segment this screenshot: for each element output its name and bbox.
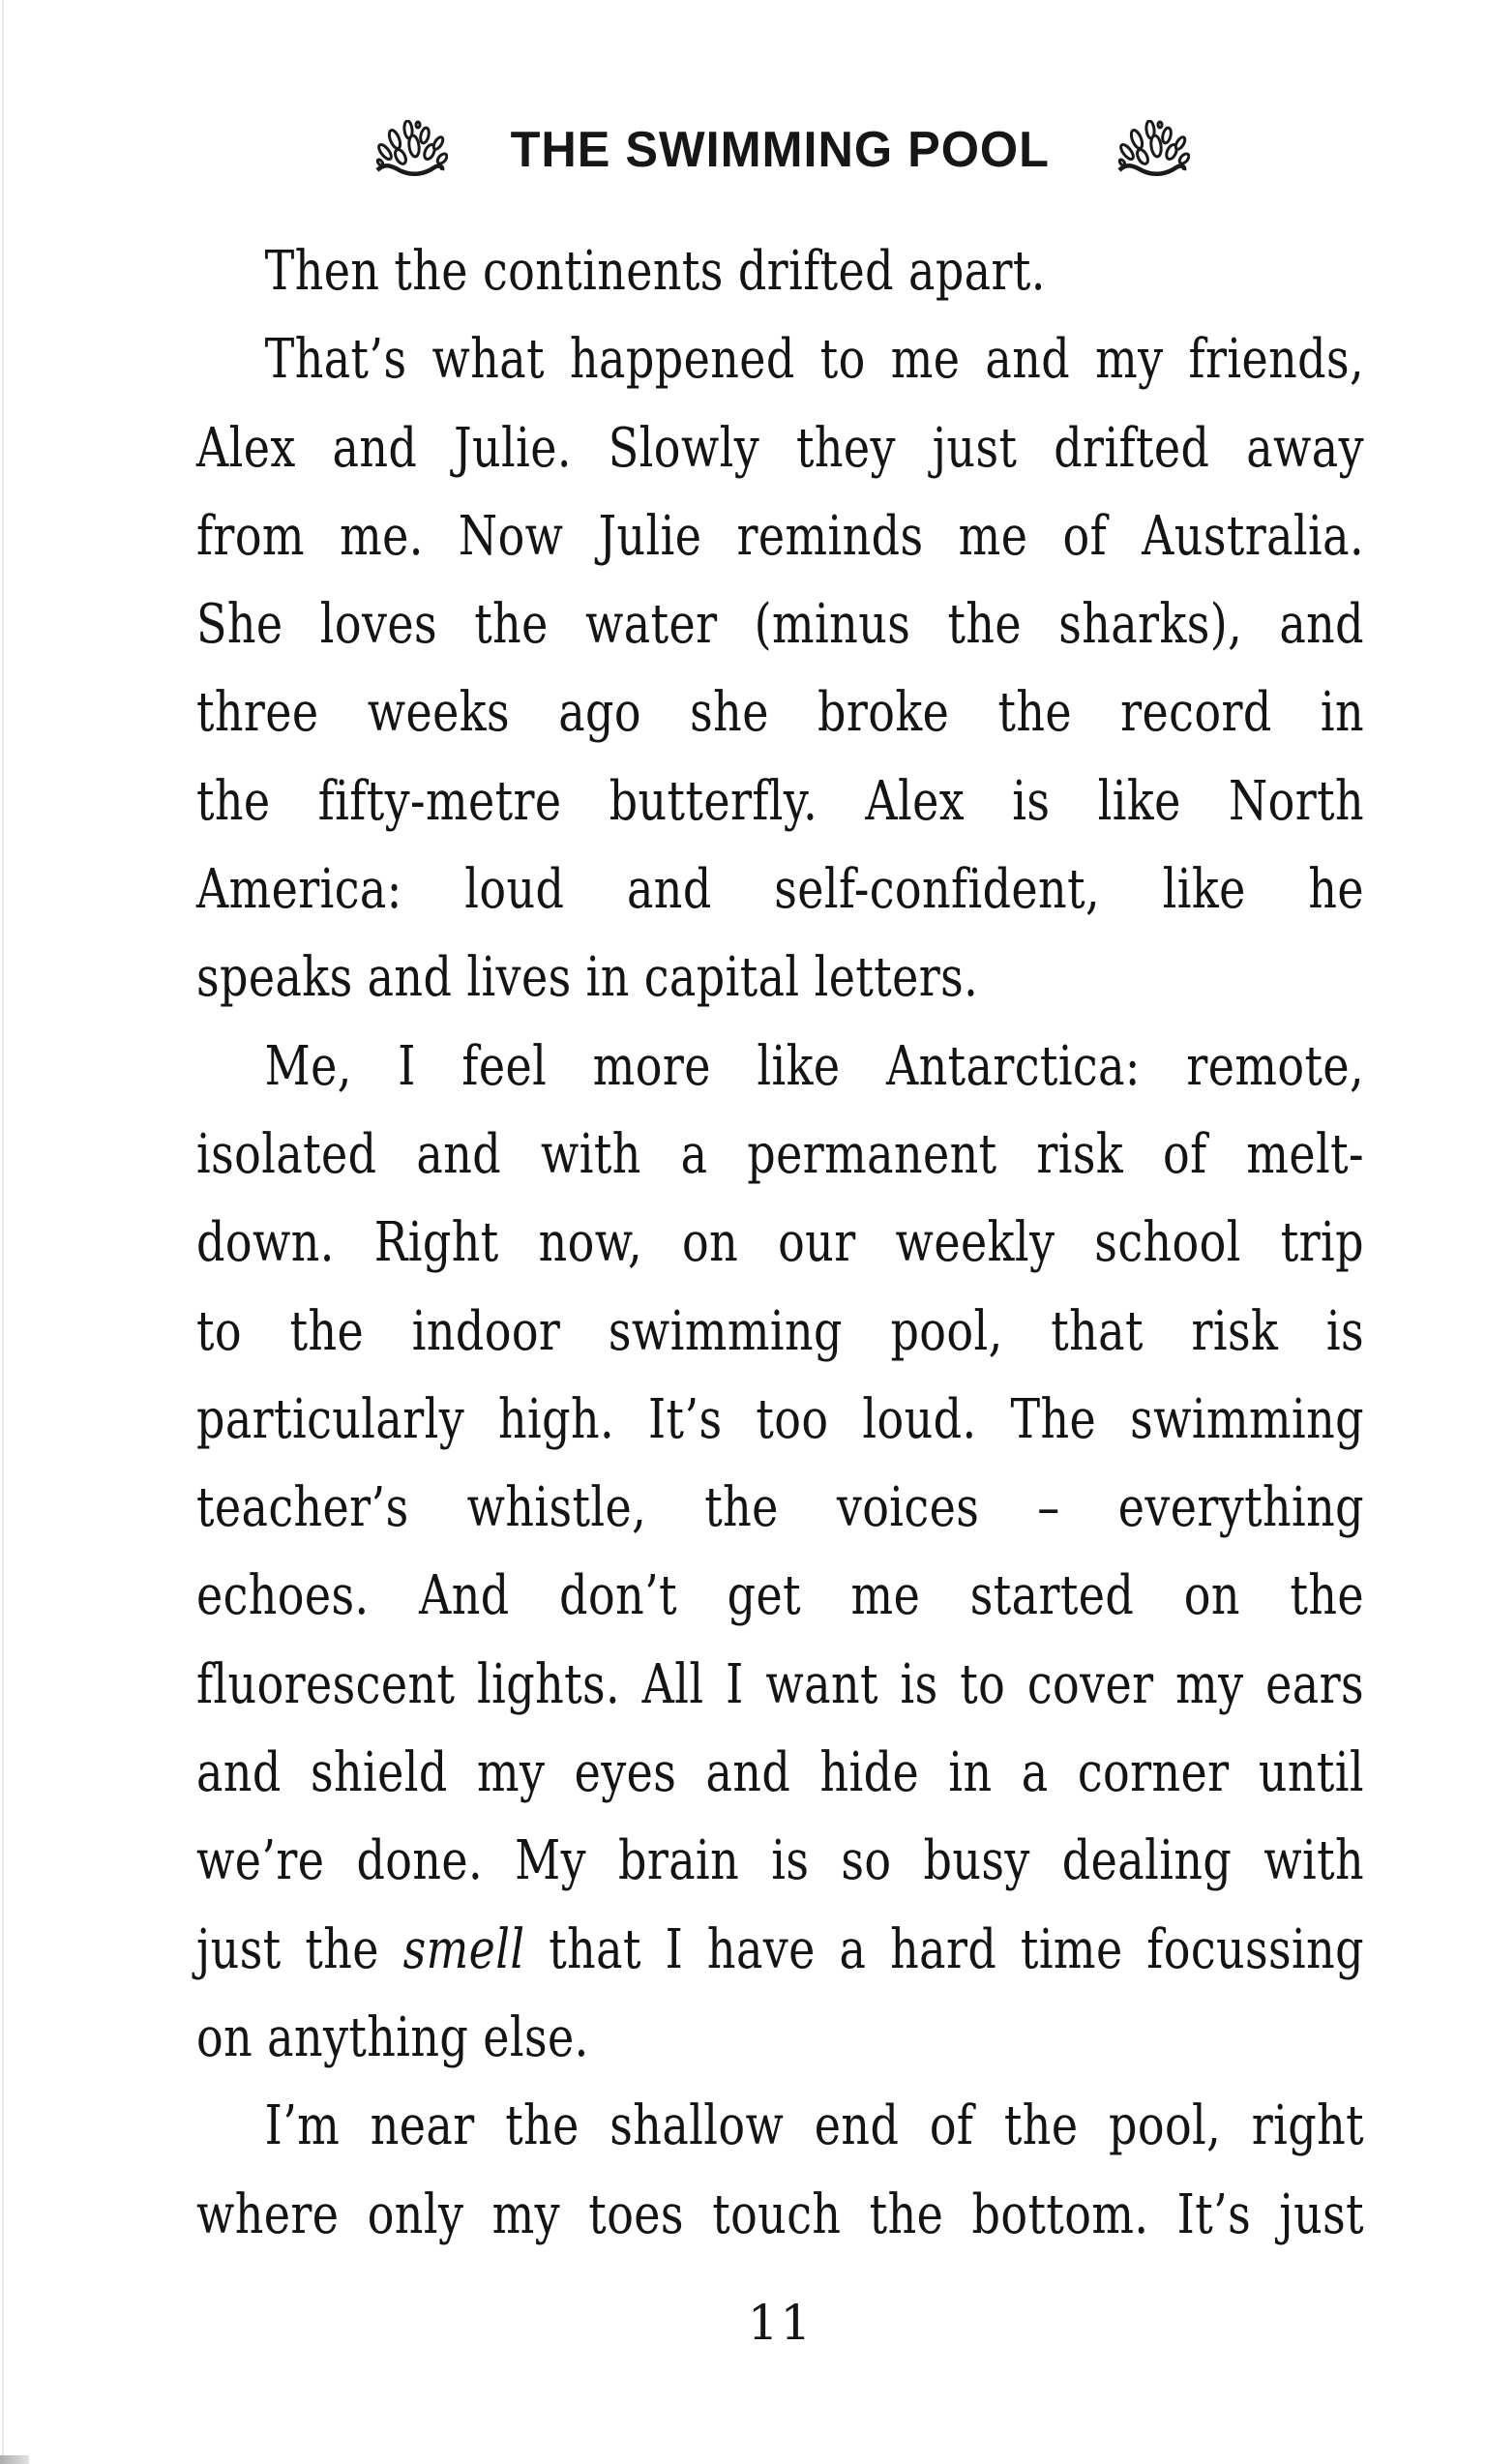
text-line: we’re done. My brain is so busy dealing with — [196, 1829, 1365, 1893]
text-line: Me, I feel more like Antarctica: remote, — [264, 1034, 1365, 1098]
body-text — [196, 227, 1364, 2259]
text-line: Alex and Julie. Slowly they just drifted away — [196, 416, 1365, 480]
text-line: Then the continents drifted apart. — [264, 240, 1046, 303]
text-line: I’m near the shallow end of the pool, right — [264, 2094, 1365, 2158]
scan-corner-mark — [0, 2455, 29, 2464]
text-line: echoes. And don’t get me started on the — [196, 1564, 1365, 1628]
water-splash-icon — [371, 120, 448, 180]
text-line: three weeks ago she broke the record in — [196, 681, 1365, 745]
text-line: She loves the water (minus the sharks), and — [196, 593, 1365, 657]
chapter-header — [196, 116, 1364, 184]
text-line: the fifty-metre butterfly. Alex is like North — [196, 769, 1365, 833]
chapter-title: THE SWIMMING POOL — [510, 122, 1051, 178]
text-line: from me. Now Julie reminds me of Australia. — [196, 504, 1365, 568]
text-line: to the indoor swimming pool, that risk is — [196, 1299, 1365, 1363]
water-splash-icon — [1113, 120, 1190, 180]
text-line: fluorescent lights. All I want is to cover my ears — [196, 1652, 1365, 1716]
text-line: where only my toes touch the bottom. It’s just — [196, 2182, 1365, 2246]
text-line: down. Right now, on our weekly school trip — [196, 1211, 1365, 1275]
scan-edge-line — [2, 0, 4, 2464]
text-line: teacher’s whistle, the voices – everything — [196, 1476, 1365, 1540]
text-line: speaks and lives in capital letters. — [196, 946, 979, 1010]
text-line: on anything else. — [196, 2005, 589, 2069]
text-line: isolated and with a permanent risk of melt- — [196, 1122, 1365, 1186]
text-line: and shield my eyes and hide in a corner until — [196, 1741, 1365, 1805]
text-line: particularly high. It’s too loud. The swimming — [196, 1387, 1365, 1451]
text-line: America: loud and self-confident, like he — [196, 858, 1365, 922]
text-line: That’s what happened to me and my friends, — [264, 328, 1365, 392]
text-line: just the smell that I have a hard time focussing — [196, 1917, 1365, 1981]
page-number: 11 — [747, 2295, 814, 2351]
